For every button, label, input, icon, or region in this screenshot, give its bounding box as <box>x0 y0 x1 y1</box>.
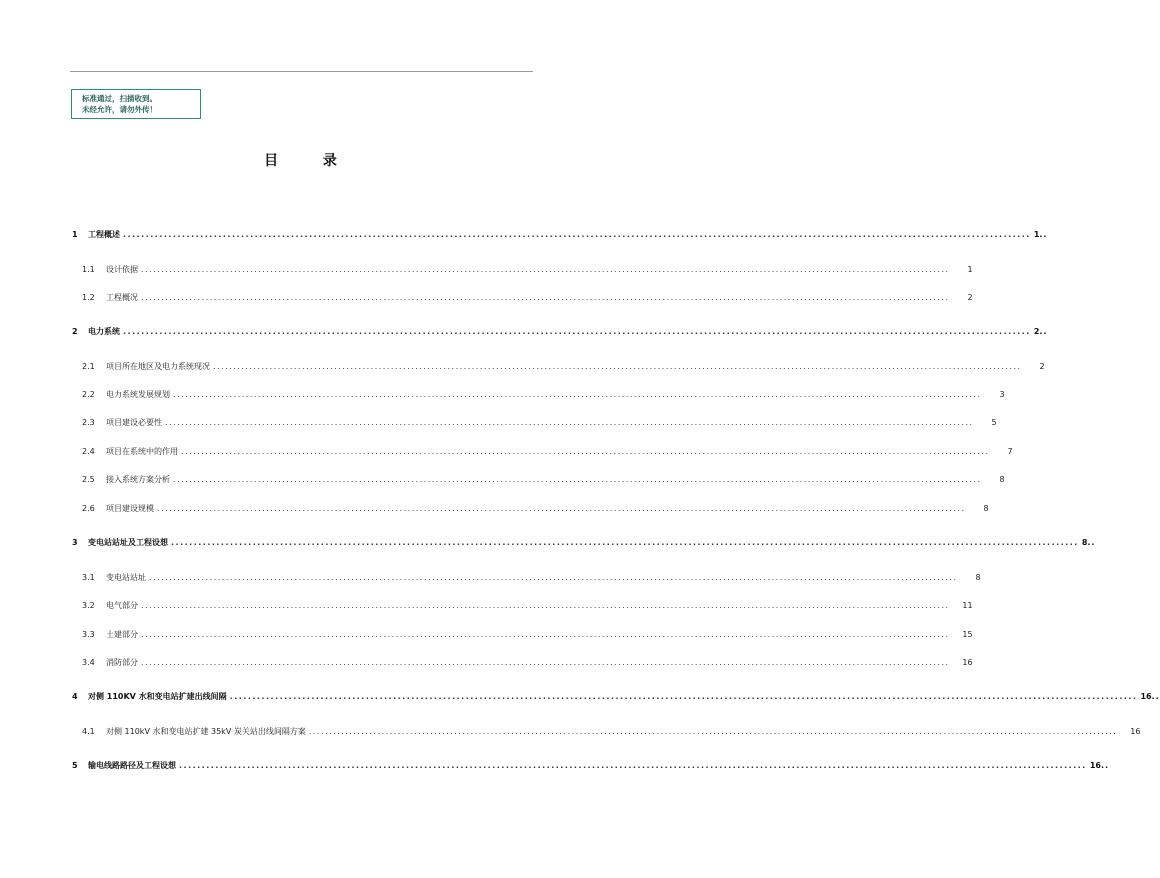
toc-entry[interactable] <box>82 264 973 275</box>
toc-entry-page: 16 .. <box>1140 692 1159 701</box>
toc-entry-title: 项目在系统中的作用 <box>106 447 178 456</box>
toc-entry[interactable] <box>72 326 1040 337</box>
toc-entry-page: 2 .. <box>1034 327 1048 336</box>
stamp-line-2: 未经允许，请勿外传！ <box>82 105 157 114</box>
toc-entry-title: 消防部分 <box>106 658 138 667</box>
toc-entry-number: 2.3 <box>82 418 95 427</box>
toc-entry[interactable] <box>82 726 1141 737</box>
toc-entry-number: 4 <box>72 692 78 701</box>
toc-entry-number: 3.2 <box>82 601 95 610</box>
toc-entry[interactable] <box>82 417 997 428</box>
toc-entry-page: 5 <box>991 418 997 427</box>
toc-entry-number: 2.6 <box>82 504 95 513</box>
toc-entry-number: 1.2 <box>82 293 95 302</box>
toc-entry-title: 变电站站址及工程设想 <box>88 538 168 547</box>
toc-entry-number: 3.4 <box>82 658 95 667</box>
toc-entry-page: 8 <box>975 573 981 582</box>
toc-leader-dots: ........................................................................................................................................................................................................ <box>173 475 982 484</box>
toc-entry-title: 对侧 110KV 水和变电站扩建出线间隔 <box>88 692 227 701</box>
toc-leader-dots: ........................................................................................................................................................................................................ <box>173 390 982 399</box>
toc-entry-page: 1 <box>967 265 973 274</box>
toc-entry[interactable] <box>72 537 1088 548</box>
toc-leader-dots: ........................................................................................................................................................................................................ <box>165 418 974 427</box>
toc-leader-dots: ........................................................................................................................................................................................................ <box>141 265 950 274</box>
toc-entry-number: 2.4 <box>82 447 95 456</box>
toc-entry-title: 对侧 110kV 水和变电站扩建 35kV 炭关站出线间隔方案 <box>106 727 306 736</box>
toc-entry-title: 电力系统 <box>88 327 120 336</box>
toc-leader-dots: ........................................................................................................................................................................................................ <box>157 504 966 513</box>
toc-entry-page: 11 <box>962 601 973 610</box>
stamp-line-1: 标准通过，扫描收到。 <box>82 94 157 103</box>
toc-leader-dots: ........................................................................................................................................................................................................ <box>123 230 1031 239</box>
toc-leader-dots: ........................................................................................................................................................................................................ <box>213 362 1022 371</box>
toc-leader-dots: ........................................................................................................................................................................................................ <box>171 538 1079 547</box>
toc-leader-dots: ........................................................................................................................................................................................................ <box>141 601 950 610</box>
toc-entry-title: 土建部分 <box>106 630 138 639</box>
toc-entry[interactable] <box>82 474 1005 485</box>
toc-entry[interactable] <box>82 629 973 640</box>
toc-entry[interactable] <box>82 657 973 668</box>
toc-entry[interactable] <box>82 361 1045 372</box>
approval-stamp <box>71 89 201 119</box>
toc-entry-page: 2 <box>1039 362 1045 371</box>
toc-entry-number: 2.2 <box>82 390 95 399</box>
toc-entry-page: 15 <box>962 630 973 639</box>
toc-entry[interactable] <box>82 446 1013 457</box>
toc-entry[interactable] <box>82 600 973 611</box>
toc-entry-title: 工程概况 <box>106 293 138 302</box>
toc-entry-title: 设计依据 <box>106 265 138 274</box>
toc-entry[interactable] <box>72 229 1040 240</box>
toc-entry-page: 16 <box>1130 727 1141 736</box>
toc-entry-page: 8 .. <box>1082 538 1096 547</box>
toc-leader-dots: ........................................................................................................................................................................................................ <box>229 692 1138 701</box>
toc-leader-dots: ........................................................................................................................................................................................................ <box>308 727 1118 736</box>
toc-entry-page: 1 .. <box>1034 230 1048 239</box>
toc-entry-title: 工程概述 <box>88 230 120 239</box>
toc-entry-title: 接入系统方案分析 <box>106 475 170 484</box>
toc-entry-page: 16 <box>962 658 973 667</box>
toc-leader-dots: ........................................................................................................................................................................................................ <box>179 761 1087 770</box>
toc-entry-number: 3.3 <box>82 630 95 639</box>
toc-entry[interactable] <box>82 292 973 303</box>
toc-leader-dots: ........................................................................................................................................................................................................ <box>141 630 950 639</box>
toc-entry-number: 2 <box>72 327 78 336</box>
toc-entry-number: 3.1 <box>82 573 95 582</box>
toc-entry[interactable] <box>72 760 1101 771</box>
toc-entry-number: 2.5 <box>82 475 95 484</box>
toc-entry[interactable] <box>82 389 1005 400</box>
toc-leader-dots: ........................................................................................................................................................................................................ <box>149 573 958 582</box>
toc-entry-title: 变电站站址 <box>106 573 146 582</box>
toc-entry-number: 4.1 <box>82 727 95 736</box>
toc-entry-page: 3 <box>999 390 1005 399</box>
toc-entry-page: 8 <box>999 475 1005 484</box>
header-rule <box>70 71 533 72</box>
toc-entry-title: 项目所在地区及电力系统现况 <box>106 362 210 371</box>
toc-entry-title: 项目建设必要性 <box>106 418 162 427</box>
toc-entry-number: 2.1 <box>82 362 95 371</box>
toc-entry-number: 1 <box>72 230 78 239</box>
toc-entry-title: 电气部分 <box>106 601 138 610</box>
toc-entry[interactable] <box>72 691 1152 702</box>
toc-entry[interactable] <box>82 572 981 583</box>
toc-entry-page: 8 <box>983 504 989 513</box>
toc-leader-dots: ........................................................................................................................................................................................................ <box>123 327 1031 336</box>
toc-entry[interactable] <box>82 503 989 514</box>
toc-entry-page: 16 .. <box>1090 761 1109 770</box>
toc-leader-dots: ........................................................................................................................................................................................................ <box>141 658 950 667</box>
toc-leader-dots: ........................................................................................................................................................................................................ <box>141 293 950 302</box>
toc-entry-page: 2 <box>967 293 973 302</box>
toc-entry-title: 电力系统发展规划 <box>106 390 170 399</box>
toc-entry-number: 3 <box>72 538 78 547</box>
toc-entry-page: 7 <box>1007 447 1013 456</box>
toc-entry-number: 5 <box>72 761 78 770</box>
toc-leader-dots: ........................................................................................................................................................................................................ <box>181 447 990 456</box>
toc-entry-number: 1.1 <box>82 265 95 274</box>
toc-entry-title: 项目建设规模 <box>106 504 154 513</box>
page-title: 目 录 <box>264 153 357 169</box>
toc-entry-title: 输电线路路径及工程设想 <box>88 761 176 770</box>
